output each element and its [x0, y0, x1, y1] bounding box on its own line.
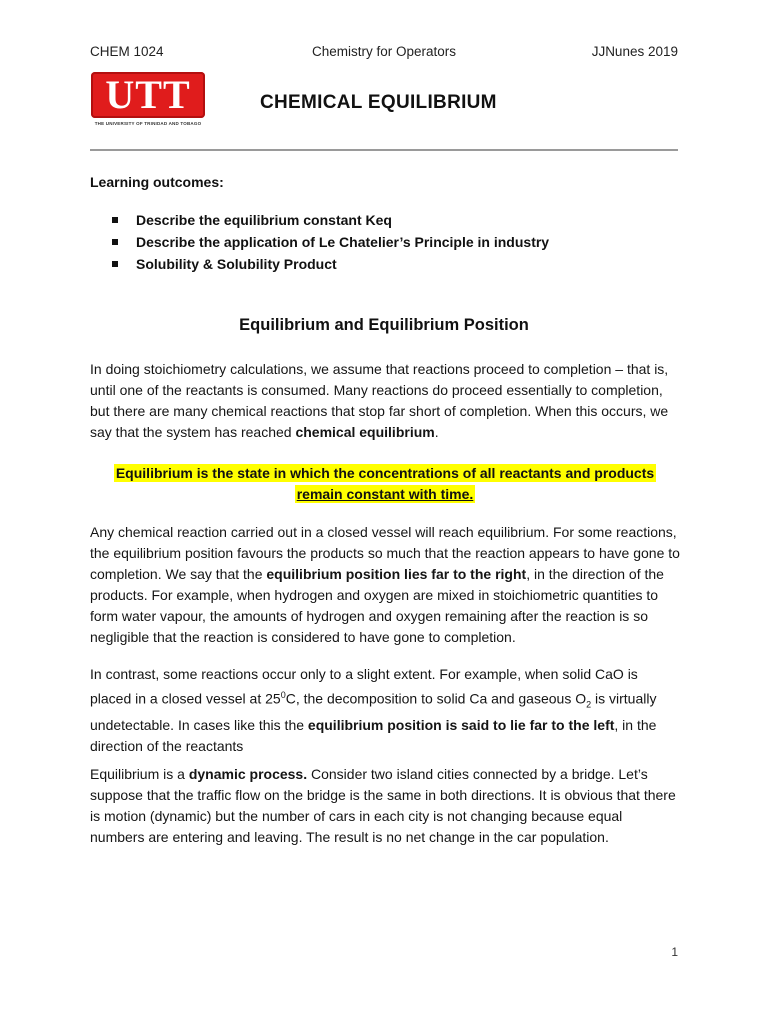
text-run: In doing stoichiometry calculations, we assume that reactions proceed to completion – that is, until one of the reactants is consumed. Many reactions do proceed essentially to completion, but there are many chemical reactions that stop far short of completion. When this occurs, we say that the system has reached — [90, 361, 669, 440]
text-run: Consider two island cities connected by a bridge. Let’s suppose that the traffic flow on the bridge is the same in both directions. It is obvious that there is motion (dynamic) but the number of cars in each city is not changing because equal numbers are entering and leaving. The result is no net change in the car population. — [90, 766, 676, 845]
outcome-text: Describe the equilibrium constant Keq — [136, 212, 392, 228]
page-number: 1 — [671, 945, 678, 959]
definition-highlight — [90, 463, 680, 505]
bold-term: equilibrium position lies far to the right — [266, 566, 527, 582]
square-bullet-icon — [112, 239, 118, 245]
square-bullet-icon — [112, 217, 118, 223]
outcome-text: Describe the application of Le Chatelier’s Principle in industry — [136, 234, 550, 250]
bold-term: equilibrium position is said to lie far to the left — [307, 717, 615, 734]
document-title: CHEMICAL EQUILIBRIUM — [260, 92, 497, 113]
header-author-year: JJNunes 2019 — [591, 44, 678, 59]
logo-badge — [91, 72, 205, 118]
section-heading: Equilibrium and Equilibrium Position — [239, 316, 529, 334]
utt-logo — [91, 72, 205, 126]
list-item — [112, 253, 549, 275]
highlight-line-1: Equilibrium is the state in which the concentrations of all reactants and products — [115, 465, 655, 481]
text-run: . — [434, 424, 439, 440]
text-run: C, the decomposition to solid Ca and gaseous O — [285, 690, 587, 707]
logo-tagline: THE UNIVERSITY OF TRINIDAD AND TOBAGO — [94, 121, 202, 126]
text-run: , in the direction of the reactants — [90, 717, 657, 755]
text-run: In contrast, some reactions occur only to a slight extent. For example, when solid CaO is placed in a closed vessel at 25 — [90, 666, 638, 707]
highlight-line-2: remain constant with time. — [296, 486, 474, 502]
header-course-code: CHEM 1024 — [90, 44, 164, 59]
learning-outcomes-heading: Learning outcomes: — [90, 174, 224, 190]
logo-text: UTT — [105, 72, 191, 117]
outcome-text: Solubility & Solubility Product — [136, 256, 337, 272]
list-item — [112, 209, 549, 231]
bold-term: dynamic process. — [188, 766, 308, 782]
list-item — [112, 231, 549, 253]
text-run: Equilibrium is a — [90, 766, 189, 782]
bold-term: chemical equilibrium — [295, 424, 435, 440]
square-bullet-icon — [112, 261, 118, 267]
text-run: is virtually undetectable. In cases like this the — [90, 690, 657, 734]
paragraph-equilibrium-left — [90, 664, 680, 757]
paragraph-stoichiometry — [90, 359, 680, 443]
header-divider — [90, 149, 678, 151]
paragraph-equilibrium-right — [90, 522, 680, 648]
learning-outcomes-list — [112, 209, 549, 275]
subscript: 2 — [586, 699, 592, 710]
text-run: , in the direction of the products. For example, when hydrogen and oxygen are mixed in stoichiometric quantities to form water vapour, the amounts of hydrogen and oxygen remaining after the reaction is so negligible that the reaction is considered to have gone to completion. — [90, 566, 664, 645]
paragraph-dynamic-process — [90, 764, 680, 848]
header-course-title: Chemistry for Operators — [311, 44, 457, 59]
text-run: Any chemical reaction carried out in a closed vessel will reach equilibrium. For some reactions, the equilibrium position favours the products so much that the reaction appears to have gone to completion. We say that the — [90, 524, 680, 582]
superscript: 0 — [280, 690, 286, 700]
